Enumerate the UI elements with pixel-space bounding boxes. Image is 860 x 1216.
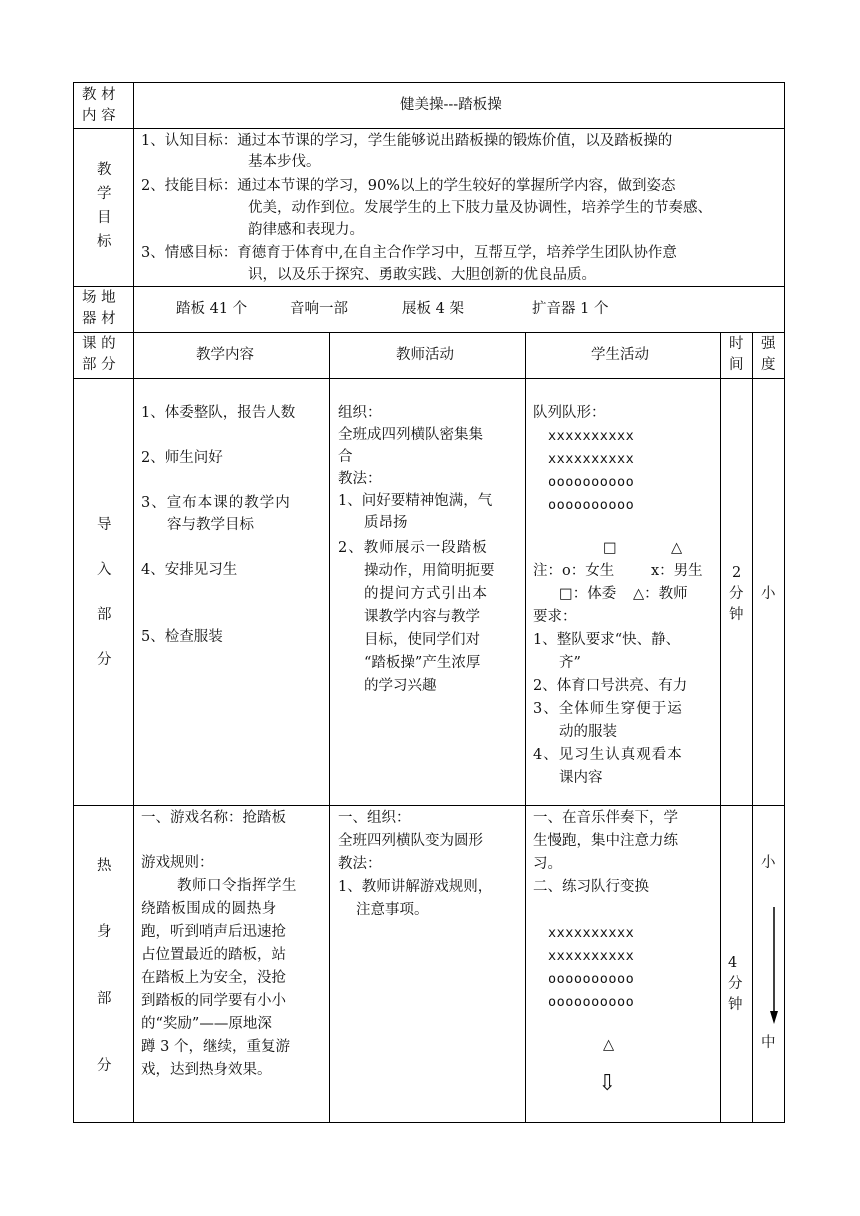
warmup-content-line: 教师口令指挥学生 [177,878,297,894]
goal-skill-cont: 优美，动作到位。发展学生的上下肢力量及协调性，培养学生的节奏感、 [248,200,712,216]
intro-teacher-line: 合 [338,449,353,465]
intro-content-item-cont: 容与教学目标 [167,517,254,533]
warmup-content-line: 跑，听到哨声后迅速抢 [141,924,286,940]
equipment-item: 踏板 41 个 [176,301,248,317]
warmup-time-1: 4 [728,955,738,971]
col-divider [752,332,753,1123]
warmup-student-line: 习。 [533,856,562,872]
row-divider [73,332,785,333]
intro-teacher-line: 全班成四列横队密集集 [338,427,483,443]
goal-skill: 2、技能目标：通过本节课的学习，90%以上的学生较好的掌握所学内容，做到姿态 [141,178,676,194]
intro-teacher-line: 组织： [338,405,382,421]
warmup-content-line: 到踏板的同学要有小小 [141,993,286,1009]
formation-row-girls: oooooooooo [548,971,635,987]
goal-cognitive-cont: 基本步伐。 [248,154,321,170]
intro-label-1: 导 [97,517,112,533]
border-top [73,82,785,83]
col-divider [720,332,721,1123]
intro-teacher-line: 质昂扬 [364,515,408,531]
intro-content-item: 1、体委整队，报告人数 [141,405,296,421]
intro-time-3: 钟 [729,607,744,623]
col-divider [133,82,134,1123]
goal-cognitive: 1、认知目标：通过本节课的学习，学生能够说出踏板操的锻炼价值，以及踏板操的 [141,133,673,149]
goal-affective-cont: 识，以及乐于探究、勇敢实践、大胆创新的优良品质。 [248,267,596,283]
intro-teacher-line: 目标，使同学们对 [364,632,480,648]
intro-student-line: 齐” [559,655,581,671]
legend-boys: x：男生 [651,563,703,579]
intro-teacher-line: 的提问方式引出本 [364,586,488,602]
label-material-1: 教 材 [82,87,116,103]
col-divider [525,332,526,1123]
warmup-label-1: 热 [97,858,112,874]
warmup-label-2: 身 [97,924,112,940]
col-part-2: 部 分 [82,357,116,373]
class-monitor-symbol: □ [603,540,617,556]
border-bottom [73,1122,785,1123]
intro-student-line: 要求： [533,609,577,625]
goals-label-3: 目 [97,210,112,226]
goal-skill-cont: 韵律感和表现力。 [248,222,364,238]
intro-student-line: 课内容 [559,770,603,786]
row-divider [73,805,785,806]
intro-time-2: 分 [729,586,744,602]
col-student: 学生活动 [591,347,649,363]
teacher-symbol: △ [671,540,683,556]
col-divider [329,332,330,1123]
intro-student-line: 动的服装 [559,724,617,740]
formation-row-boys: xxxxxxxxxx [548,925,635,941]
intro-teacher-line: 教法： [338,471,382,487]
warmup-time-3: 钟 [728,997,743,1013]
col-intensity-2: 度 [761,357,776,373]
intensity-start: 小 [761,855,776,871]
goals-label-2: 学 [97,186,112,202]
equipment-item: 展板 4 架 [402,301,464,317]
warmup-teacher-line: 1、教师讲解游戏规则， [338,879,493,895]
col-intensity-1: 强 [761,336,776,352]
intro-content-item: 5、检查服装 [141,629,223,645]
intro-student-line: 4、见习生认真观看本 [533,747,683,763]
down-arrow-icon: ⇩ [598,1071,617,1096]
intro-content-item: 4、安排见习生 [141,562,238,578]
legend-girls: 注：o：女生 [533,563,615,579]
warmup-time-2: 分 [728,976,743,992]
legend-monitor: □：体委 [559,586,617,602]
intensity-arrow-icon [768,907,780,1025]
label-material-2: 内 容 [82,108,116,124]
goal-affective: 3、情感目标：育德育于体育中,在自主合作学习中，互帮互学，培养学生团队协作意 [141,245,677,261]
warmup-label-4: 分 [97,1058,112,1074]
formation-row-boys: xxxxxxxxxx [548,451,635,467]
page-title: 健美操---踏板操 [400,97,502,113]
warmup-student-line: 二、练习队行变换 [533,879,649,895]
equipment-item: 音响一部 [290,301,348,317]
equipment-label-1: 场 地 [82,290,116,306]
intro-student-line: 3、全体师生穿便于运 [533,701,683,717]
goals-label-1: 教 [97,162,112,178]
intro-teacher-line: 2、教师展示一段踏板 [338,540,488,556]
intro-label-2: 入 [97,562,112,578]
intro-intensity: 小 [761,586,776,602]
warmup-teacher-line: 一、组织： [338,810,411,826]
col-part-1: 课 的 [82,336,116,352]
intro-teacher-line: “踏板操”产生浓厚 [364,655,481,671]
row-divider [73,378,785,379]
intro-content-item: 2、师生问好 [141,450,223,466]
intro-label-4: 分 [97,652,112,668]
col-teacher: 教师活动 [396,347,454,363]
warmup-teacher-line: 教法： [338,856,382,872]
goals-label-4: 标 [97,234,112,250]
formation-row-boys: xxxxxxxxxx [548,428,635,444]
intro-teacher-line: 课教学内容与教学 [364,609,480,625]
intro-content-item: 3、宣布本课的教学内 [141,495,291,511]
formation-row-boys: xxxxxxxxxx [548,948,635,964]
intensity-end: 中 [761,1035,776,1051]
intro-student-line: 队列队形： [533,405,606,421]
warmup-content-line: 占位置最近的踏板，站 [141,947,286,963]
intro-time-1: 2 [732,565,742,581]
warmup-teacher-line: 全班四列横队变为圆形 [338,833,483,849]
warmup-student-line: 一、在音乐伴奏下，学 [533,810,678,826]
border-left [73,82,74,1123]
formation-row-girls: oooooooooo [548,497,635,513]
warmup-content-line: 戏，达到热身效果。 [141,1062,272,1078]
warmup-teacher-line: 注意事项。 [356,902,429,918]
col-time-1: 时 [729,336,744,352]
intro-label-3: 部 [97,607,112,623]
warmup-content-line: 蹲 3 个，继续，重复游 [141,1039,290,1055]
formation-row-girls: oooooooooo [548,994,635,1010]
intro-teacher-line: 的学习兴趣 [364,678,437,694]
warmup-student-line: 生慢跑，集中注意力练 [533,833,678,849]
intro-teacher-line: 操动作，用简明扼要 [364,563,495,579]
warmup-label-3: 部 [97,991,112,1007]
warmup-content-line: 的“奖励”——原地深 [141,1016,272,1032]
formation-row-girls: oooooooooo [548,474,635,490]
equipment-item: 扩音器 1 个 [532,301,609,317]
intro-student-line: 1、整队要求“快、静、 [533,632,681,648]
intro-teacher-line: 1、问好要精神饱满，气 [338,493,493,509]
border-right [784,82,785,1123]
equipment-label-2: 器 材 [82,311,116,327]
row-divider [73,128,785,129]
intro-student-line: 2、体育口号洪亮、有力 [533,678,688,694]
warmup-content-line: 游戏规则： [141,855,214,871]
col-content: 教学内容 [196,347,254,363]
legend-teacher: △：教师 [633,586,688,602]
warmup-content-line: 在踏板上为安全，没抢 [141,970,286,986]
warmup-content-line: 一、游戏名称：抢踏板 [141,810,286,826]
teacher-symbol: △ [603,1037,615,1053]
warmup-content-line: 绕踏板围成的圆热身 [141,901,277,917]
col-time-2: 间 [729,357,744,373]
